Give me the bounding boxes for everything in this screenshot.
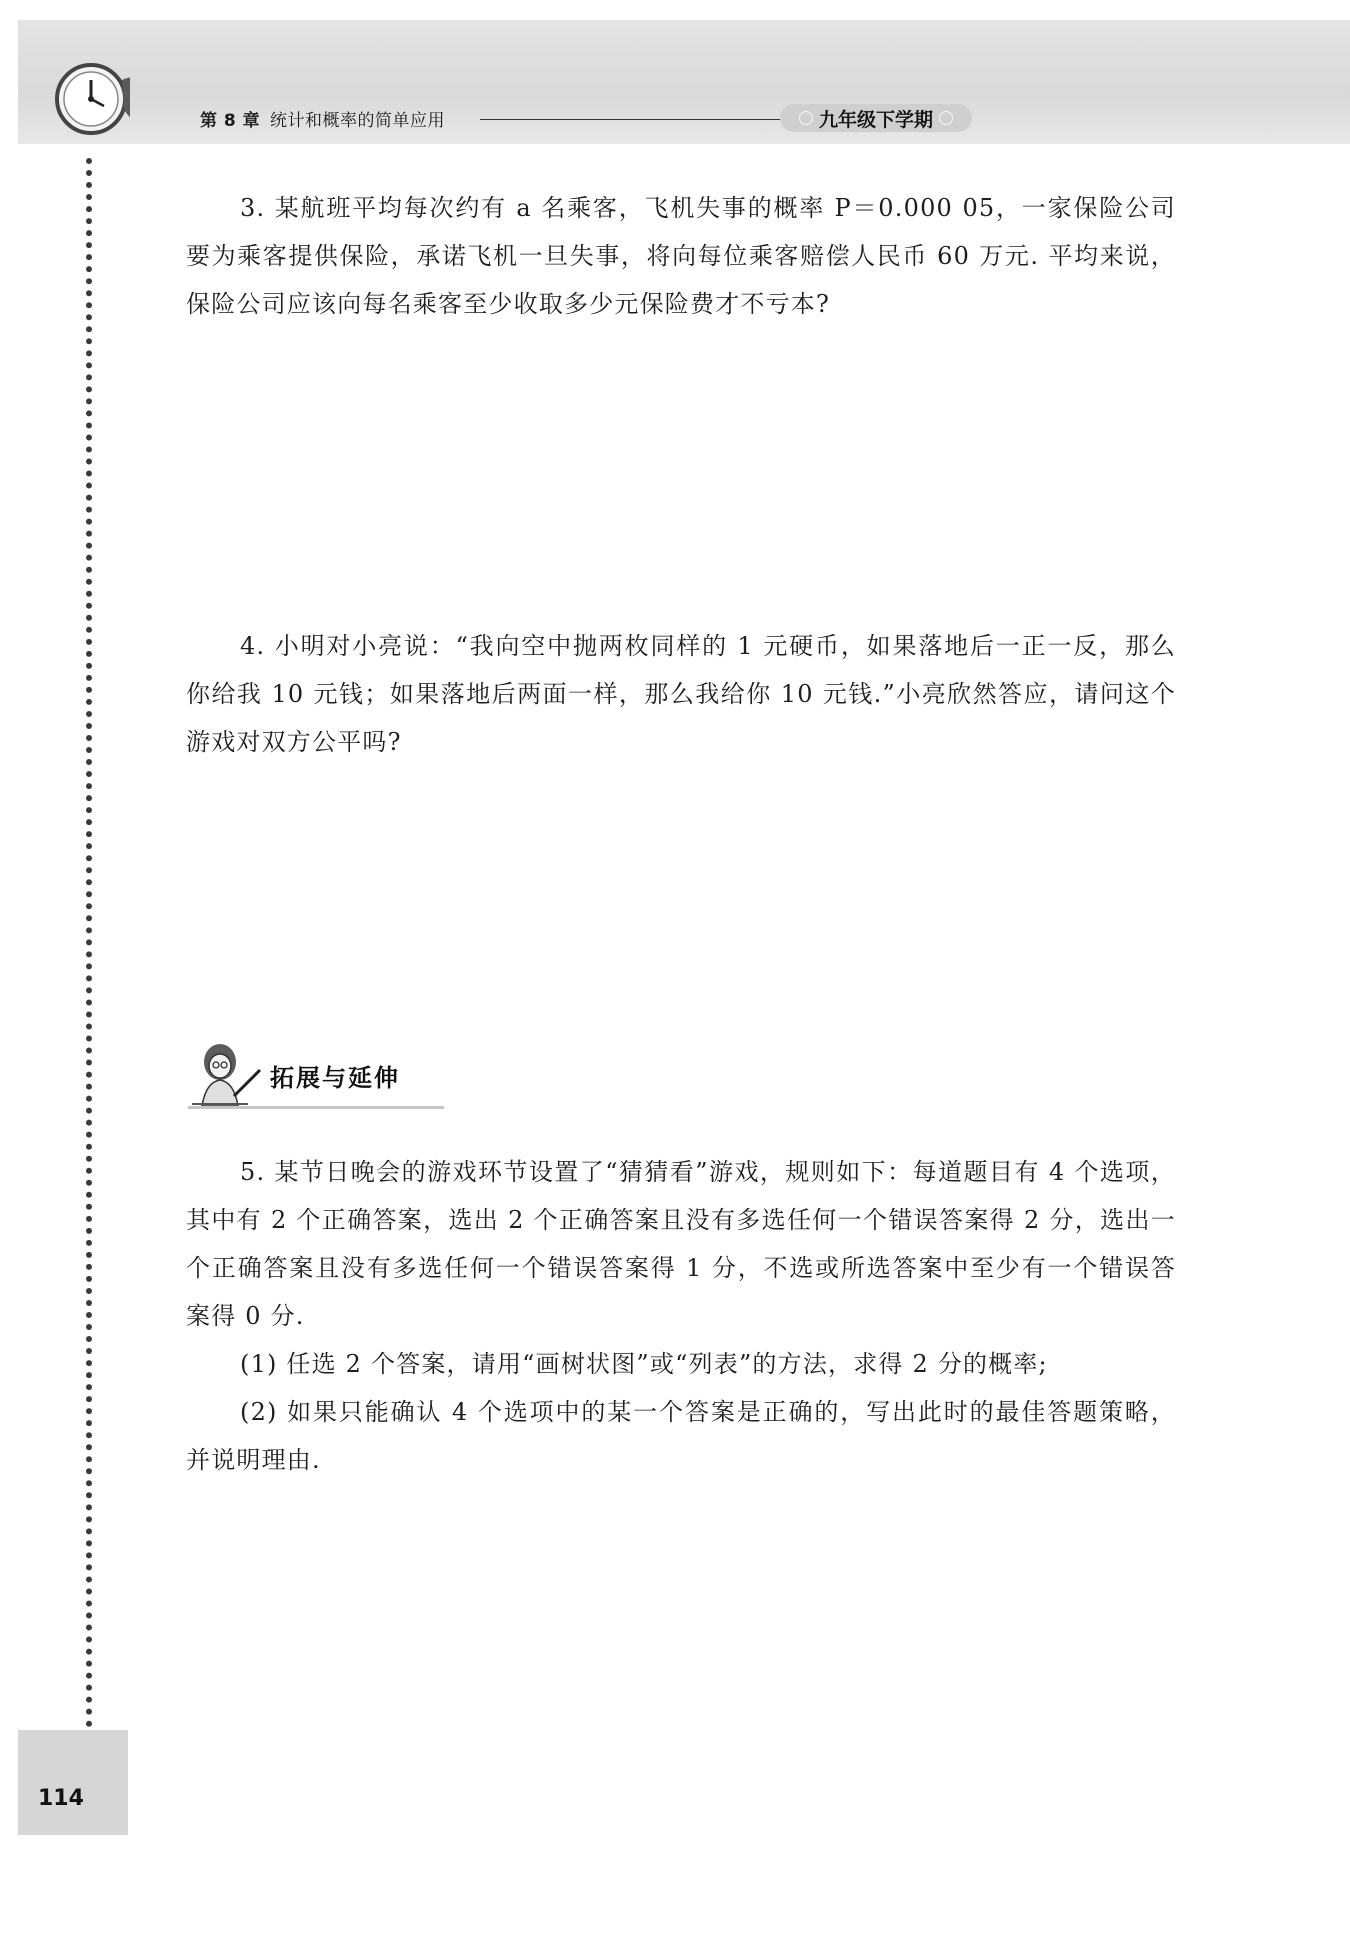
- chapter-number: 第 8 章: [200, 111, 261, 131]
- page-number: 114: [38, 1786, 84, 1811]
- section-underline: [188, 1106, 444, 1109]
- question-5-part-1: (1) 任选 2 个答案，请用“画树状图”或“列表”的方法，求得 2 分的概率;: [240, 1350, 1048, 1378]
- teacher-writing-icon: [188, 1040, 268, 1108]
- page-number-box: [18, 1730, 128, 1835]
- chapter-title: 统计和概率的简单应用: [270, 111, 445, 131]
- section-heading: [188, 1040, 448, 1116]
- header-divider: [480, 119, 780, 120]
- question-3-text: 3. 某航班平均每次约有 a 名乘客，飞机失事的概率 P＝0.000 05，一家保险公司要为乘客提供保险，承诺飞机一旦失事，将向每位乘客赔偿人民币 60 万元. 平均来说，保险公司应该向每名乘客至少收取多少元保险费才不亏本?: [186, 194, 1176, 318]
- question-5-part-2: (2) 如果只能确认 4 个选项中的某一个答案是正确的，写出此时的最佳答题策略，并说明理由.: [186, 1398, 1176, 1474]
- question-4-text: 4. 小明对小亮说：“我向空中抛两枚同样的 1 元硬币，如果落地后一正一反，那么你给我 10 元钱；如果落地后两面一样，那么我给你 10 元钱.”小亮欣然答应，请问这个游戏对双方公平吗?: [186, 632, 1176, 756]
- question-3: [186, 184, 1176, 328]
- question-4: [186, 622, 1176, 766]
- question-5: [186, 1148, 1176, 1484]
- badge-dot-left: [799, 111, 813, 125]
- clock-runner-icon: [52, 60, 130, 138]
- margin-dotted-line: [86, 158, 92, 1728]
- question-5-text: 5. 某节日晚会的游戏环节设置了“猜猜看”游戏，规则如下：每道题目有 4 个选项，其中有 2 个正确答案，选出 2 个正确答案且没有多选任何一个错误答案得 2 分，选出一个正确答案且没有多选任何一个错误答案得 1 分，不选或所选答案中至少有一个错误答案得 0 分.: [186, 1158, 1176, 1330]
- grade-badge: [780, 104, 972, 132]
- grade-label: 九年级下学期: [818, 108, 933, 131]
- section-title: 拓展与延伸: [270, 1064, 400, 1092]
- badge-dot-right: [939, 111, 953, 125]
